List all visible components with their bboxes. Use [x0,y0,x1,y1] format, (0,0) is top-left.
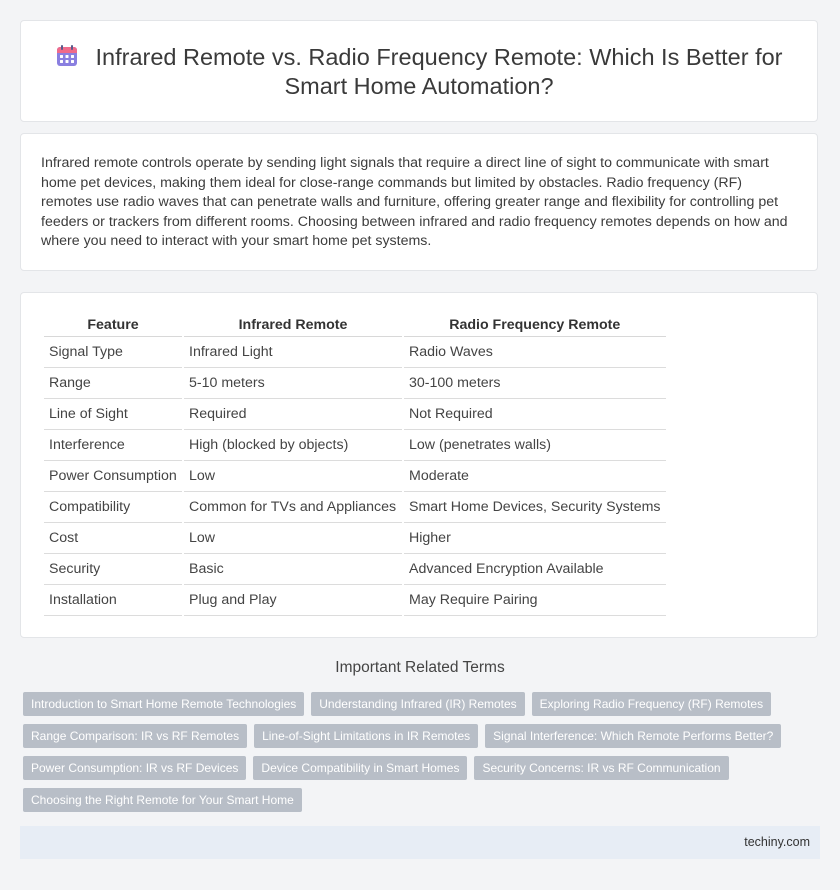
cell-infrared: Low [184,461,402,492]
cell-rf: Higher [404,523,666,554]
header-infrared: Infrared Remote [184,314,402,337]
cell-feature: Signal Type [44,337,182,368]
comparison-card [20,292,818,638]
tag-link[interactable]: Exploring Radio Frequency (RF) Remotes [532,692,771,716]
table-row [44,461,666,492]
title-card [20,20,818,122]
cell-feature: Cost [44,523,182,554]
page-title-wrapper [21,43,817,101]
cell-rf: Not Required [404,399,666,430]
table-header-row [44,314,666,337]
cell-infrared: High (blocked by objects) [184,430,402,461]
tag-link[interactable]: Signal Interference: Which Remote Performs Better? [485,724,781,748]
tag-row [23,788,813,812]
cell-rf: Moderate [404,461,666,492]
cell-rf: Radio Waves [404,337,666,368]
related-terms-title: Important Related Terms [335,659,505,676]
tag-row [23,692,813,716]
tag-link[interactable]: Line-of-Sight Limitations in IR Remotes [254,724,478,748]
cell-infrared: Basic [184,554,402,585]
footer-site-link[interactable]: techiny.com [744,835,810,849]
tag-link[interactable]: Range Comparison: IR vs RF Remotes [23,724,247,748]
cell-feature: Installation [44,585,182,616]
cell-feature: Security [44,554,182,585]
cell-feature: Range [44,368,182,399]
cell-rf: Advanced Encryption Available [404,554,666,585]
intro-card [20,133,818,271]
table-row [44,585,666,616]
cell-feature: Compatibility [44,492,182,523]
table-row [44,492,666,523]
cell-infrared: Low [184,523,402,554]
page-title: Infrared Remote vs. Radio Frequency Remote: Which Is Better for Smart Home Automation? [95,44,783,99]
related-terms-tags [23,692,813,820]
tag-link[interactable]: Understanding Infrared (IR) Remotes [311,692,524,716]
cell-infrared: Required [184,399,402,430]
table-row [44,399,666,430]
tag-link[interactable]: Introduction to Smart Home Remote Technologies [23,692,304,716]
header-feature: Feature [44,314,182,337]
cell-infrared: 5-10 meters [184,368,402,399]
table-row [44,368,666,399]
table-row [44,523,666,554]
cell-rf: 30-100 meters [404,368,666,399]
table-row [44,337,666,368]
tag-link[interactable]: Device Compatibility in Smart Homes [253,756,467,780]
tag-row [23,756,813,780]
cell-rf: Smart Home Devices, Security Systems [404,492,666,523]
table-row [44,554,666,585]
intro-paragraph: Infrared remote controls operate by sending light signals that require a direct line of sight to communicate with smart home pet devices, making them ideal for close-range commands but limited by obstacles. Radio frequency (RF) remotes use radio waves that can penetrate walls and furniture, offering greater range and flexibility for controlling pet feeders or trackers from different rooms. Choosing between infrared and radio frequency remotes depends on how and where you need to interact with your smart home pet systems. [41,155,788,249]
tag-link[interactable]: Power Consumption: IR vs RF Devices [23,756,246,780]
tag-link[interactable]: Security Concerns: IR vs RF Communication [474,756,728,780]
header-radio-frequency: Radio Frequency Remote [404,314,666,337]
table-row [44,430,666,461]
tag-link[interactable]: Choosing the Right Remote for Your Smart Home [23,788,302,812]
cell-rf: May Require Pairing [404,585,666,616]
comparison-table [42,314,668,616]
cell-infrared: Common for TVs and Appliances [184,492,402,523]
cell-infrared: Plug and Play [184,585,402,616]
cell-infrared: Infrared Light [184,337,402,368]
cell-feature: Line of Sight [44,399,182,430]
cell-feature: Power Consumption [44,461,182,492]
footer [20,826,820,859]
calendar-icon [56,45,78,67]
cell-feature: Interference [44,430,182,461]
cell-rf: Low (penetrates walls) [404,430,666,461]
tag-row [23,724,813,748]
